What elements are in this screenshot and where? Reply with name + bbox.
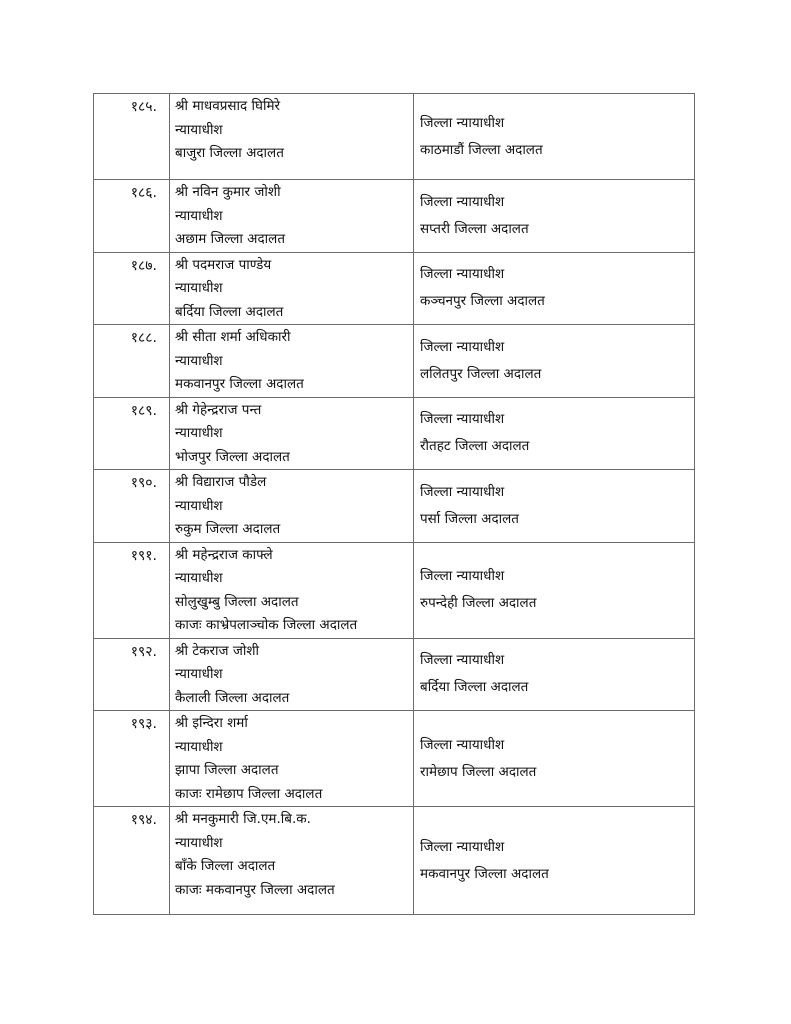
- current-posting-line: श्री टेकराज जोशी: [175, 642, 260, 659]
- table-row: [94, 397, 695, 470]
- new-posting-cell: [414, 638, 695, 711]
- current-posting-line: न्यायाधीश: [175, 280, 223, 296]
- current-posting-cell: [170, 807, 414, 915]
- serial-number-cell: १९०.: [94, 470, 170, 543]
- current-posting-cell: [170, 470, 414, 543]
- current-posting-line: अछाम जिल्ला अदालत: [175, 231, 286, 247]
- new-posting-cell: [414, 397, 695, 470]
- table-row: [94, 470, 695, 543]
- new-posting-line: जिल्ला न्यायाधीश: [420, 338, 505, 355]
- current-posting-line: बर्दिया जिल्ला अदालत: [175, 303, 284, 320]
- new-posting-cell: [414, 252, 695, 325]
- current-posting-cell: [170, 325, 414, 398]
- current-posting-line: न्यायाधीश: [175, 738, 223, 755]
- new-posting-line: काठमाडौं जिल्ला अदालत: [420, 141, 543, 158]
- new-posting-cell: [414, 94, 695, 180]
- serial-number-cell: १९३.: [94, 711, 170, 807]
- current-posting-cell: [170, 397, 414, 470]
- new-posting-line: जिल्ला न्यायाधीश: [420, 266, 505, 283]
- new-posting-line: जिल्ला न्यायाधीश: [420, 736, 505, 753]
- new-posting-line: ललितपुर जिल्ला अदालत: [420, 365, 542, 382]
- table-row: [94, 94, 695, 180]
- current-posting-cell: [170, 252, 414, 325]
- table-row: [94, 542, 695, 638]
- new-posting-cell: [414, 542, 695, 638]
- current-posting-line: श्री सीता शर्मा अधिकारी: [175, 329, 291, 345]
- new-posting-cell: [414, 180, 695, 253]
- serial-number-cell: १९४.: [94, 807, 170, 915]
- current-posting-line: काजः मकवानपुर जिल्ला अदालत: [175, 881, 335, 898]
- current-posting-line: न्यायाधीश: [175, 570, 223, 586]
- current-posting-cell: [170, 180, 414, 253]
- current-posting-line: न्यायाधीश: [175, 121, 223, 138]
- new-posting-line: जिल्ला न्यायाधीश: [420, 193, 505, 210]
- new-posting-line: जिल्ला न्यायाधीश: [420, 652, 505, 669]
- current-posting-line: न्यायाधीश: [175, 352, 223, 369]
- current-posting-line: श्री मनकुमारी जि.एम.बि.क.: [175, 811, 311, 827]
- judge-transfer-table: [93, 93, 695, 915]
- current-posting-line: न्यायाधीश: [175, 497, 223, 514]
- serial-number-cell: १८९.: [94, 397, 170, 470]
- new-posting-cell: [414, 325, 695, 398]
- current-posting-cell: [170, 542, 414, 638]
- new-posting-line: जिल्ला न्यायाधीश: [420, 411, 505, 428]
- current-posting-line: मकवानपुर जिल्ला अदालत: [175, 376, 304, 392]
- current-posting-line: न्यायाधीश: [175, 425, 223, 441]
- current-posting-cell: [170, 711, 414, 807]
- serial-number-cell: १९१.: [94, 542, 170, 638]
- new-posting-line: कञ्चनपुर जिल्ला अदालत: [420, 293, 545, 310]
- table-row: [94, 252, 695, 325]
- new-posting-line: जिल्ला न्यायाधीश: [420, 483, 505, 500]
- current-posting-line: सोलुखुम्बु जिल्ला अदालत: [175, 593, 299, 610]
- serial-number-cell: १८८.: [94, 325, 170, 398]
- current-posting-line: श्री महेन्द्रराज काफ्ले: [175, 546, 273, 563]
- serial-number-cell: १८७.: [94, 252, 170, 325]
- current-posting-line: श्री इन्दिरा शर्मा: [175, 715, 248, 731]
- current-posting-line: न्यायाधीश: [175, 834, 223, 851]
- current-posting-line: झापा जिल्ला अदालत: [175, 762, 279, 778]
- serial-number-cell: १८६.: [94, 180, 170, 253]
- current-posting-cell: [170, 638, 414, 711]
- serial-number-cell: १९२.: [94, 638, 170, 711]
- current-posting-line: काजः काभ्रेपलाञ्चोक जिल्ला अदालत: [175, 617, 358, 633]
- new-posting-cell: [414, 711, 695, 807]
- new-posting-line: रामेछाप जिल्ला अदालत: [420, 763, 537, 780]
- current-posting-line: श्री गेहेन्द्रराज पन्त: [175, 401, 262, 418]
- current-posting-line: काजः रामेछाप जिल्ला अदालत: [175, 785, 323, 802]
- table-row: [94, 638, 695, 711]
- table-row: [94, 711, 695, 807]
- current-posting-line: श्री माधवप्रसाद घिमिरे: [175, 98, 281, 114]
- new-posting-line: बर्दिया जिल्ला अदालत: [420, 679, 529, 696]
- new-posting-line: मकवानपुर जिल्ला अदालत: [420, 865, 549, 882]
- new-posting-line: रुपन्देही जिल्ला अदालत: [420, 595, 537, 611]
- table-row: [94, 807, 695, 915]
- new-posting-cell: [414, 470, 695, 543]
- new-posting-line: रौतहट जिल्ला अदालत: [420, 438, 530, 455]
- table-body: [94, 94, 695, 915]
- current-posting-line: भोजपुर जिल्ला अदालत: [175, 448, 290, 465]
- current-posting-line: रुकुम जिल्ला अदालत: [175, 521, 281, 537]
- new-posting-line: पर्सा जिल्ला अदालत: [420, 510, 519, 527]
- new-posting-line: जिल्ला न्यायाधीश: [420, 114, 505, 131]
- current-posting-line: श्री नविन कुमार जोशी: [175, 184, 281, 200]
- current-posting-line: श्री विद्याराज पौडेल: [175, 474, 267, 490]
- current-posting-line: न्यायाधीश: [175, 666, 223, 682]
- current-posting-line: कैलाली जिल्ला अदालत: [175, 689, 290, 706]
- table-row: [94, 325, 695, 398]
- serial-number-cell: १८५.: [94, 94, 170, 180]
- current-posting-cell: [170, 94, 414, 180]
- table-row: [94, 180, 695, 253]
- current-posting-line: बाजुरा जिल्ला अदालत: [175, 145, 284, 161]
- current-posting-line: न्यायाधीश: [175, 207, 223, 224]
- new-posting-cell: [414, 807, 695, 915]
- current-posting-line: बाँके जिल्ला अदालत: [175, 858, 276, 874]
- new-posting-line: सप्तरी जिल्ला अदालत: [420, 220, 529, 237]
- new-posting-line: जिल्ला न्यायाधीश: [420, 568, 505, 584]
- current-posting-line: श्री पदमराज पाण्डेय: [175, 256, 272, 273]
- new-posting-line: जिल्ला न्यायाधीश: [420, 838, 505, 855]
